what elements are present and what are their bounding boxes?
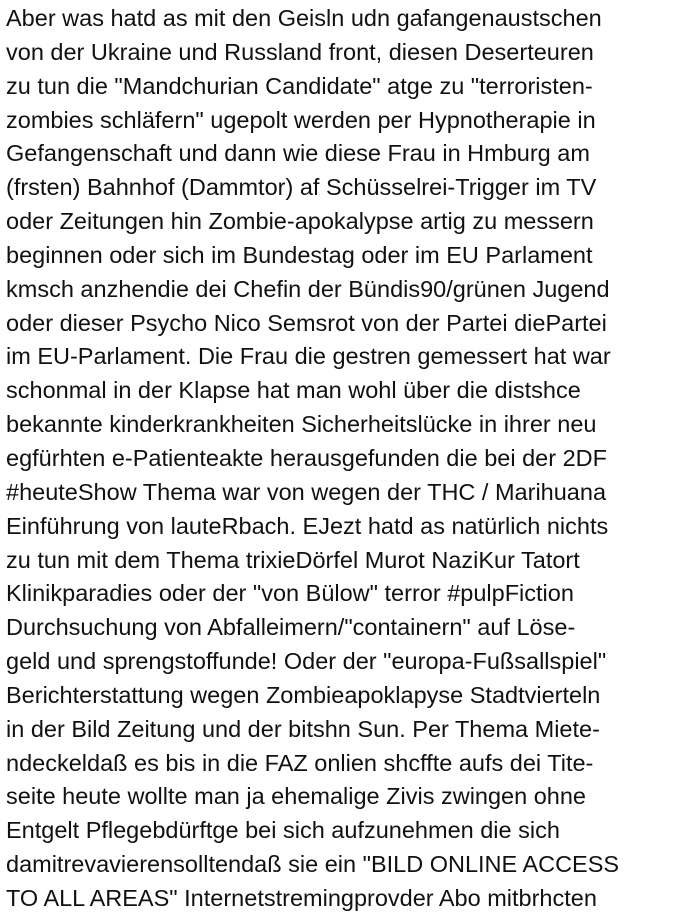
text-line: #heuteShow Thema war von wegen der THC / Marihuana xyxy=(6,478,607,505)
text-line: zu tun die "Mandchurian Candidate" atge zu "terroristen- xyxy=(6,72,593,99)
text-line: oder dieser Psycho Nico Semsrot von der Partei diePartei xyxy=(6,309,607,336)
text-line: (frsten) Bahnhof (Dammtor) af Schüsselrei-Trigger im TV xyxy=(6,174,597,201)
text-line: schonmal in der Klapse hat man wohl über die distshce xyxy=(6,377,581,404)
text-line: damitrevavierensolltendaß sie ein "BILD ONLINE ACCESS xyxy=(6,851,620,878)
text-line: Berichterstattung wegen Zombieapoklapyse Stadtvierteln xyxy=(6,681,601,708)
text-line: egfürhten e-Patienteakte herausgefunden die bei der 2DF xyxy=(6,444,607,471)
text-line: seite heute wollte man ja ehemalige Zivis zwingen ohne xyxy=(6,783,586,810)
text-line: geld und sprengstoffunde! Oder der "europa-Fußsallspiel" xyxy=(6,648,607,675)
text-line: in der Bild Zeitung und der bitshn Sun. Per Thema Miete- xyxy=(6,715,600,742)
text-line: Aber was hatd as mit den Geisln udn gafangenaustschen xyxy=(6,5,602,31)
text-line: kmsch anzhendie dei Chefin der Bündis90/grünen Jugend xyxy=(6,275,610,302)
text-line: Klinikparadies oder der "von Bülow" terror #pulpFiction xyxy=(6,580,574,607)
text-line: zu tun mit dem Thema trixieDörfel Murot NaziKur Tatort xyxy=(6,546,580,573)
text-line: bekannte kinderkrankheiten Sicherheitslücke in ihrer neu xyxy=(6,411,597,438)
text-line: Einführung von lauteRbach. EJezt hatd as natürlich nichts xyxy=(6,512,609,539)
body-text xyxy=(6,2,684,916)
text-line: beginnen oder sich im Bundestag oder im EU Parlament xyxy=(6,241,593,268)
text-line: TO ALL AREAS" Internetstremingprovder Abo mitbrhcten xyxy=(6,884,597,911)
text-line: von der Ukraine und Russland front, diesen Deserteuren xyxy=(6,38,594,65)
text-line: oder Zeitungen hin Zombie-apokalypse artig zu messern xyxy=(6,208,594,235)
text-line: ndeckeldaß es bis in die FAZ onlien shcffte aufs dei Tite- xyxy=(6,749,594,776)
text-line: Gefangenschaft und dann wie diese Frau in Hmburg am xyxy=(6,140,590,167)
text-line: im EU-Parlament. Die Frau die gestren gemessert hat war xyxy=(6,343,611,370)
text-line: zombies schläfern" ugepolt werden per Hypnotherapie in xyxy=(6,106,596,133)
text-line: Entgelt Pflegebdürftge bei sich aufzunehmen die sich xyxy=(6,817,560,844)
text-line: Durchsuchung von Abfalleimern/"containern" auf Löse- xyxy=(6,614,576,641)
